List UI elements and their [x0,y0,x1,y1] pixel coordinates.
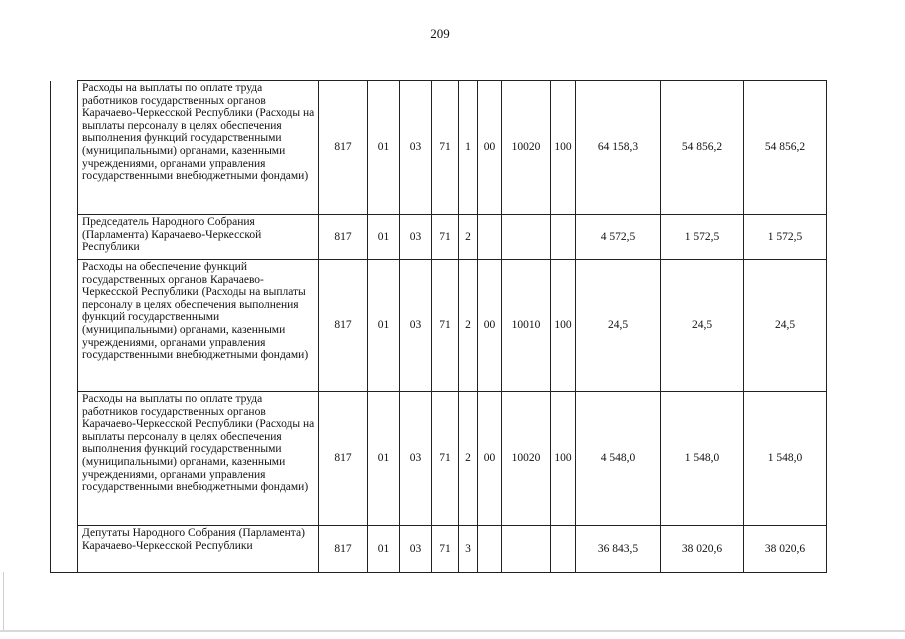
amount-year-2-cell: 1 572,5 [661,215,744,260]
program-code-cell: 71 [432,526,459,573]
ministry-code-cell: 817 [319,81,368,215]
program-code-cell: 71 [432,215,459,260]
direction-code-cell: 00 [478,81,502,215]
expense-name-cell: Расходы на обеспечение функций государственных органов Карачаево-Черкесской Республики (Расходы на выплаты персоналу в целях обеспечения выполнения функций государственными (муниципальными) органами, казенными учреждениями, органами управления государственными внебюджетными фондами) [78,260,319,392]
subsection-code-cell: 03 [400,526,432,573]
section-code-cell: 01 [368,526,400,573]
subsection-code-cell: 03 [400,215,432,260]
subprogram-code-cell: 2 [459,260,478,392]
amount-year-3-cell: 24,5 [744,260,827,392]
scan-margin-line [3,572,4,630]
subprogram-code-cell: 2 [459,392,478,526]
expense-name-cell: Расходы на выплаты по оплате труда работников государственных органов Карачаево-Черкесской Республики (Расходы на выплаты персоналу в целях обеспечения выполнения функций государственными (муниципальными) органами, казенными учреждениями, органами управления государственными внебюджетными фондами) [78,81,319,215]
section-code-cell: 01 [368,81,400,215]
subsection-code-cell: 03 [400,392,432,526]
section-code-cell: 01 [368,260,400,392]
table-row [51,81,827,215]
section-code-cell: 01 [368,215,400,260]
amount-year-1-cell: 4 548,0 [576,392,661,526]
ministry-code-cell: 817 [319,215,368,260]
row-number-cell [51,81,78,215]
amount-year-3-cell: 54 856,2 [744,81,827,215]
ministry-code-cell: 817 [319,392,368,526]
expense-type-cell: 100 [551,81,576,215]
expense-type-cell: 100 [551,260,576,392]
direction-code-cell [478,215,502,260]
expense-type-cell: 100 [551,392,576,526]
ministry-code-cell: 817 [319,260,368,392]
table-row [51,215,827,260]
amount-year-2-cell: 1 548,0 [661,392,744,526]
row-number-cell [51,526,78,573]
amount-year-1-cell: 64 158,3 [576,81,661,215]
subprogram-code-cell: 3 [459,526,478,573]
program-code-cell: 71 [432,392,459,526]
item-code-cell: 10010 [502,260,551,392]
expense-name-cell: Председатель Народного Собрания (Парламента) Карачаево-Черкесской Республики [78,215,319,260]
table-row [51,392,827,526]
amount-year-3-cell: 1 572,5 [744,215,827,260]
direction-code-cell: 00 [478,260,502,392]
direction-code-cell: 00 [478,392,502,526]
budget-table [50,80,827,573]
program-code-cell: 71 [432,260,459,392]
item-code-cell [502,526,551,573]
amount-year-3-cell: 1 548,0 [744,392,827,526]
subprogram-code-cell: 2 [459,215,478,260]
scan-bottom-edge [0,630,905,632]
row-number-cell [51,260,78,392]
row-number-cell [51,215,78,260]
table-row [51,526,827,573]
row-number-cell [51,392,78,526]
amount-year-2-cell: 54 856,2 [661,81,744,215]
subprogram-code-cell: 1 [459,81,478,215]
amount-year-1-cell: 36 843,5 [576,526,661,573]
page-number: 209 [430,26,450,41]
amount-year-1-cell: 24,5 [576,260,661,392]
amount-year-2-cell: 38 020,6 [661,526,744,573]
item-code-cell [502,215,551,260]
expense-type-cell [551,215,576,260]
table-row [51,260,827,392]
program-code-cell: 71 [432,81,459,215]
direction-code-cell [478,526,502,573]
section-code-cell: 01 [368,392,400,526]
item-code-cell: 10020 [502,392,551,526]
expense-type-cell [551,526,576,573]
amount-year-1-cell: 4 572,5 [576,215,661,260]
subsection-code-cell: 03 [400,81,432,215]
ministry-code-cell: 817 [319,526,368,573]
expense-name-cell: Депутаты Народного Собрания (Парламента) Карачаево-Черкесской Республики [78,526,319,573]
amount-year-2-cell: 24,5 [661,260,744,392]
amount-year-3-cell: 38 020,6 [744,526,827,573]
expense-name-cell: Расходы на выплаты по оплате труда работников государственных органов Карачаево-Черкесской Республики (Расходы на выплаты персоналу в целях обеспечения выполнения функций государственными (муниципальными) органами, казенными учреждениями, органами управления государственными внебюджетными фондами) [78,392,319,526]
subsection-code-cell: 03 [400,260,432,392]
item-code-cell: 10020 [502,81,551,215]
